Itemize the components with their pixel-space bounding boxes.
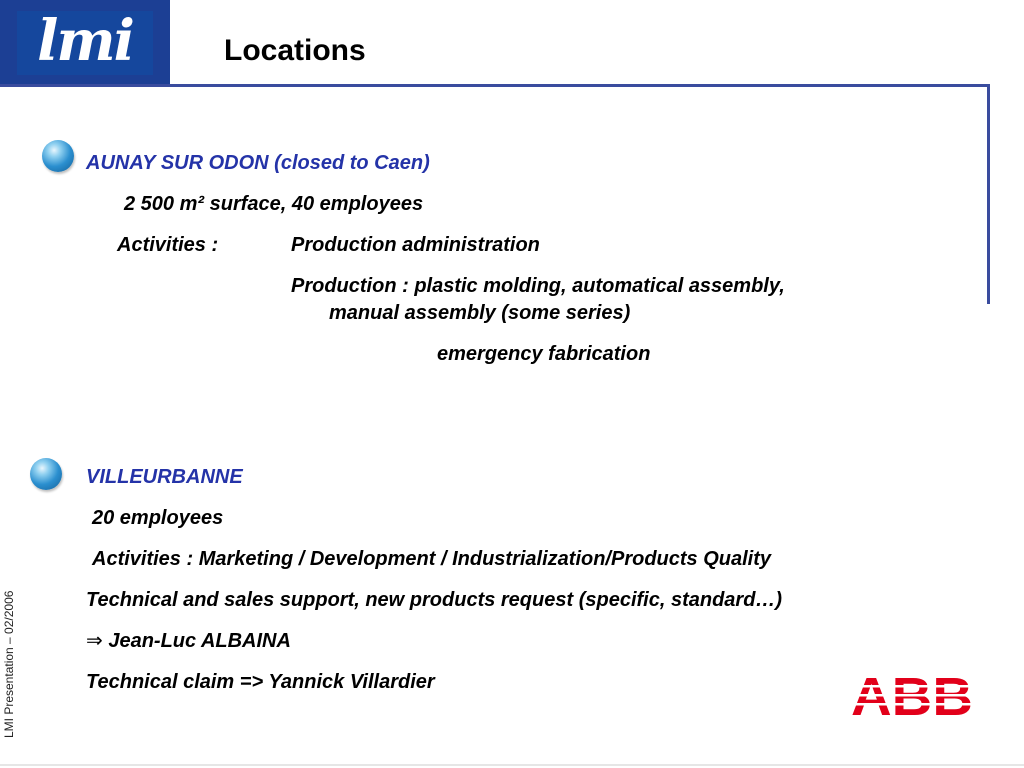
right-divider (987, 84, 990, 304)
lmi-logo (0, 0, 170, 84)
villeurbanne-employees-text: 20 employees (92, 507, 224, 529)
page-title: Locations (224, 34, 366, 67)
location-heading-aunay: AUNAY SUR ODON (closed to Caen) (86, 152, 430, 174)
aunay-activity-production: Production : plastic molding, automatical assembly, (291, 275, 785, 297)
aunay-activities-label: Activities : (117, 234, 219, 256)
location-heading-villeurbanne: VILLEURBANNE (86, 466, 243, 488)
bottom-divider (0, 764, 1024, 766)
bullet-sphere-icon (42, 140, 74, 172)
aunay-surface-text: 2 500 m² surface, 40 employees (124, 193, 424, 215)
villeurbanne-activities-text: Activities : Marketing / Development / Industrialization/Products Quality (92, 548, 772, 570)
aunay-activity-administration: Production administration (291, 234, 540, 256)
aunay-activity-emergency: emergency fabrication (437, 343, 651, 365)
contact-name: Jean-Luc ALBAINA (108, 630, 291, 652)
side-footer-label: LMI Presentation – 02/2006 (2, 590, 16, 738)
villeurbanne-support-text: Technical and sales support, new products request (specific, standard…) (86, 589, 783, 611)
bullet-sphere-icon (30, 458, 62, 490)
lmi-logo-text: lmi (17, 11, 153, 75)
abb-logo (850, 670, 974, 718)
contact-line (86, 629, 291, 653)
arrow-icon: ⇒ (86, 630, 103, 652)
header-divider (0, 84, 990, 87)
aunay-activity-production-cont: manual assembly (some series) (329, 302, 631, 324)
technical-claim-text: Technical claim => Yannick Villardier (86, 671, 435, 693)
